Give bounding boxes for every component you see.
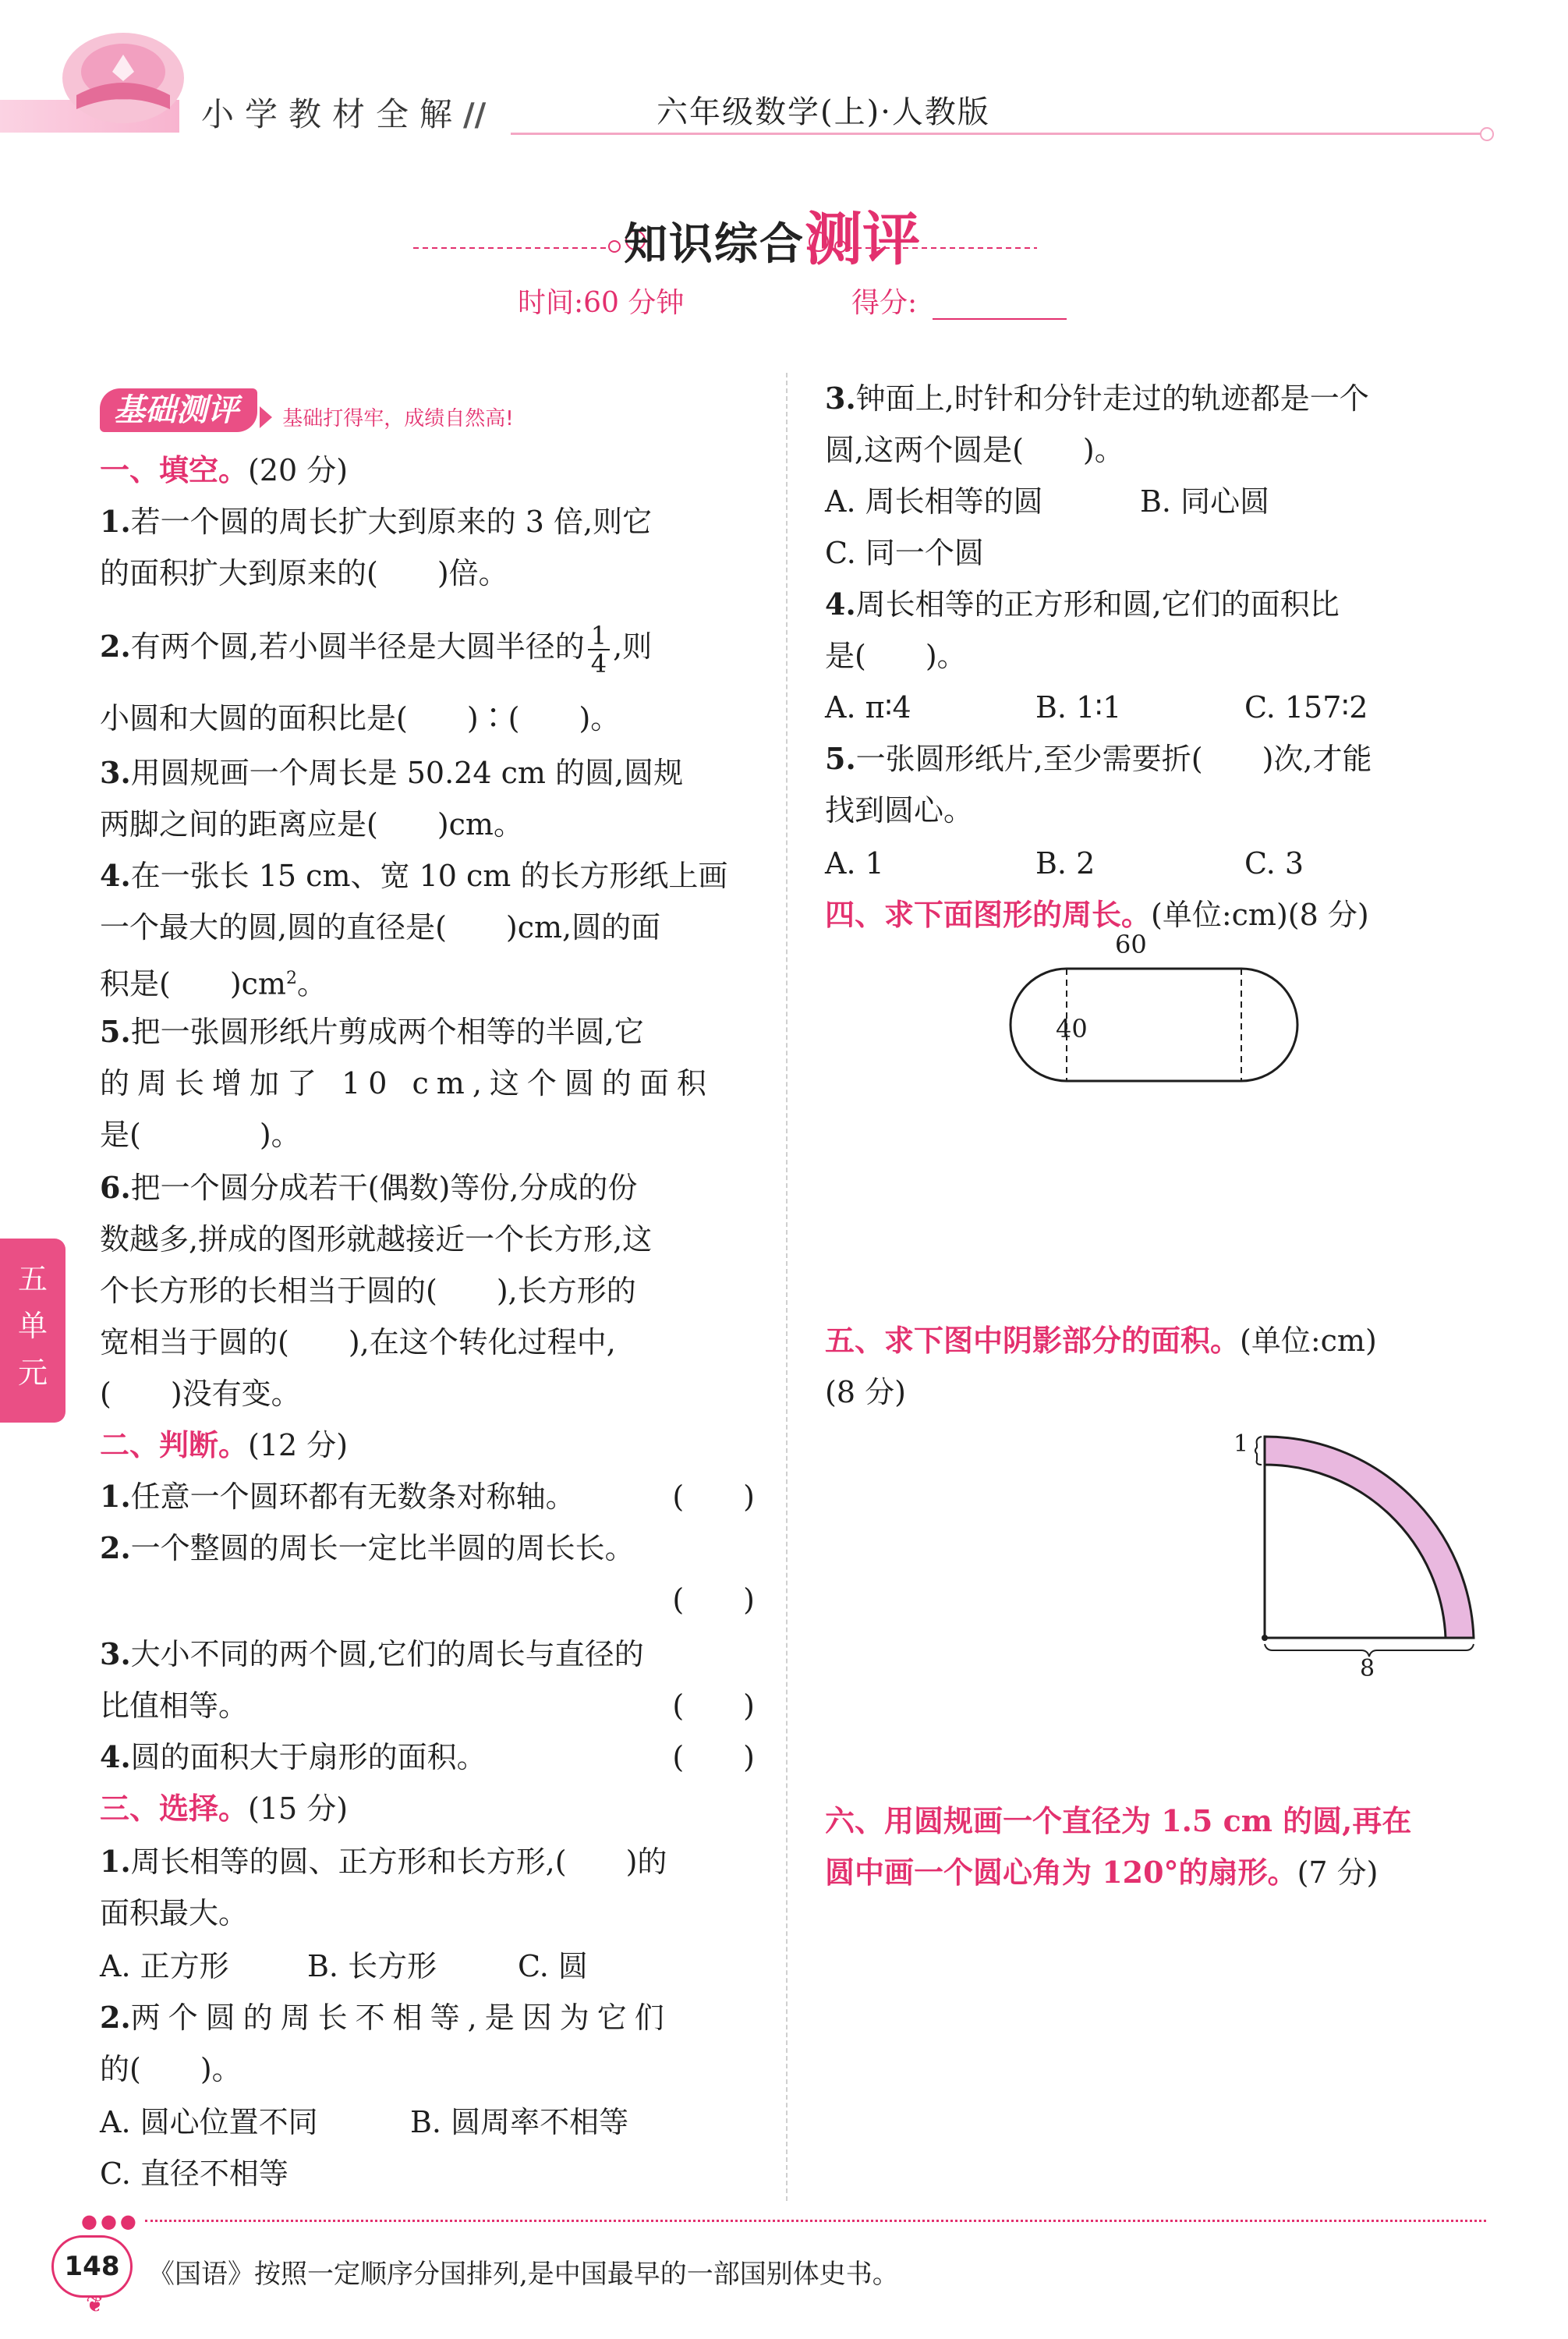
header-rule [511, 133, 1485, 135]
footer-dots: ●●● [81, 2210, 140, 2232]
quarter-ring-figure [1224, 1419, 1489, 1682]
option-a[interactable]: A. 圆心位置不同 [100, 2105, 318, 2139]
page-number: 148 [64, 2251, 120, 2282]
length-label: 60 [1115, 930, 1147, 959]
footer-rule [145, 2220, 1486, 2222]
option-c[interactable]: C. 同一个圆 [825, 536, 984, 570]
title-prefix: 知识综合 [624, 218, 805, 270]
series-slash-icon: // [463, 97, 487, 133]
page-number-badge [51, 2235, 133, 2298]
judge-1: 1.任意一个圆环都有无数条对称轴。 ( ) [100, 1471, 755, 1522]
section2-heading: 二、判断。(12 分) [100, 1427, 349, 1462]
option-a[interactable]: A. 周长相等的圆 [825, 484, 1043, 519]
series-title: 小学教材全解 [201, 95, 464, 133]
option-c[interactable]: C. 157∶2 [1244, 690, 1368, 725]
side-tab-char: 元 [17, 1356, 48, 1390]
section5-heading: 五、求下图中阴影部分的面积。(单位:cm) [825, 1323, 1377, 1358]
banner-arrow-icon [260, 406, 272, 428]
option-b[interactable]: B. 长方形 [307, 1949, 437, 1983]
title-suffix: 测评 [805, 206, 920, 273]
option-b[interactable]: B. 2 [1035, 846, 1095, 881]
book-logo-icon [53, 23, 193, 133]
score-label: 得分: [851, 287, 918, 319]
judge-4: 4.圆的面积大于扇形的面积。 ( ) [100, 1731, 755, 1783]
time-limit: 时间:60 分钟 [518, 287, 685, 319]
option-c[interactable]: C. 直径不相等 [100, 2156, 288, 2191]
unit-side-tab [0, 1239, 65, 1423]
shaded-ring [1265, 1437, 1474, 1638]
option-c[interactable]: C. 圆 [518, 1949, 588, 1983]
title-text [624, 193, 920, 276]
column-divider [786, 373, 788, 2201]
footer-note: 《国语》按照一定顺序分国排列,是中国最早的一部国别体史书。 [148, 2259, 899, 2290]
stadium-figure [975, 930, 1326, 1112]
section6-line2: 圆中画一个圆心角为 120°的扇形。(7 分) [825, 1855, 1379, 1890]
ring-width-label: 1 [1234, 1430, 1249, 1458]
section6-line1: 六、用圆规画一个直径为 1.5 cm 的圆,再在 [825, 1803, 1412, 1838]
option-a[interactable]: A. 正方形 [100, 1949, 229, 1983]
option-c[interactable]: C. 3 [1244, 846, 1304, 881]
radius-label: 8 [1360, 1655, 1375, 1682]
book-title: 六年级数学(上)·人教版 [657, 94, 990, 130]
leaf-icon: ❦ [86, 2291, 104, 2317]
stadium-outline [1011, 969, 1297, 1081]
header-rule-dot-icon [1480, 127, 1494, 141]
width-brace [1255, 1437, 1262, 1465]
option-a[interactable]: A. π∶4 [825, 690, 911, 725]
banner-slogan: 基础打得牢，成绩自然高! [282, 407, 514, 431]
answer-paren[interactable]: ( ) [672, 1689, 755, 1723]
score-blank [933, 318, 1067, 320]
side-tab-char: 五 [17, 1262, 48, 1296]
answer-paren[interactable]: ( ) [672, 1740, 755, 1774]
section5-points: (8 分) [825, 1375, 906, 1409]
fraction: $\frac{1}{4}$ [588, 622, 610, 677]
banner-name: 基础测评 [100, 388, 257, 432]
option-a[interactable]: A. 1 [825, 846, 884, 881]
section1-heading: 一、填空。(20 分) [100, 452, 349, 487]
side-tab-char: 单 [17, 1309, 48, 1343]
section4-heading: 四、求下面图形的周长。(单位:cm)(8 分) [825, 897, 1369, 932]
basic-test-banner [100, 388, 514, 432]
width-label: 40 [1056, 1014, 1088, 1044]
answer-paren[interactable]: ( ) [672, 1582, 755, 1617]
answer-paren[interactable]: ( ) [672, 1480, 755, 1514]
option-b[interactable]: B. 1∶1 [1035, 690, 1122, 725]
section3-heading: 三、选择。(15 分) [100, 1791, 349, 1826]
option-b[interactable]: B. 圆周率不相等 [410, 2105, 629, 2139]
option-b[interactable]: B. 同心圆 [1140, 484, 1270, 519]
